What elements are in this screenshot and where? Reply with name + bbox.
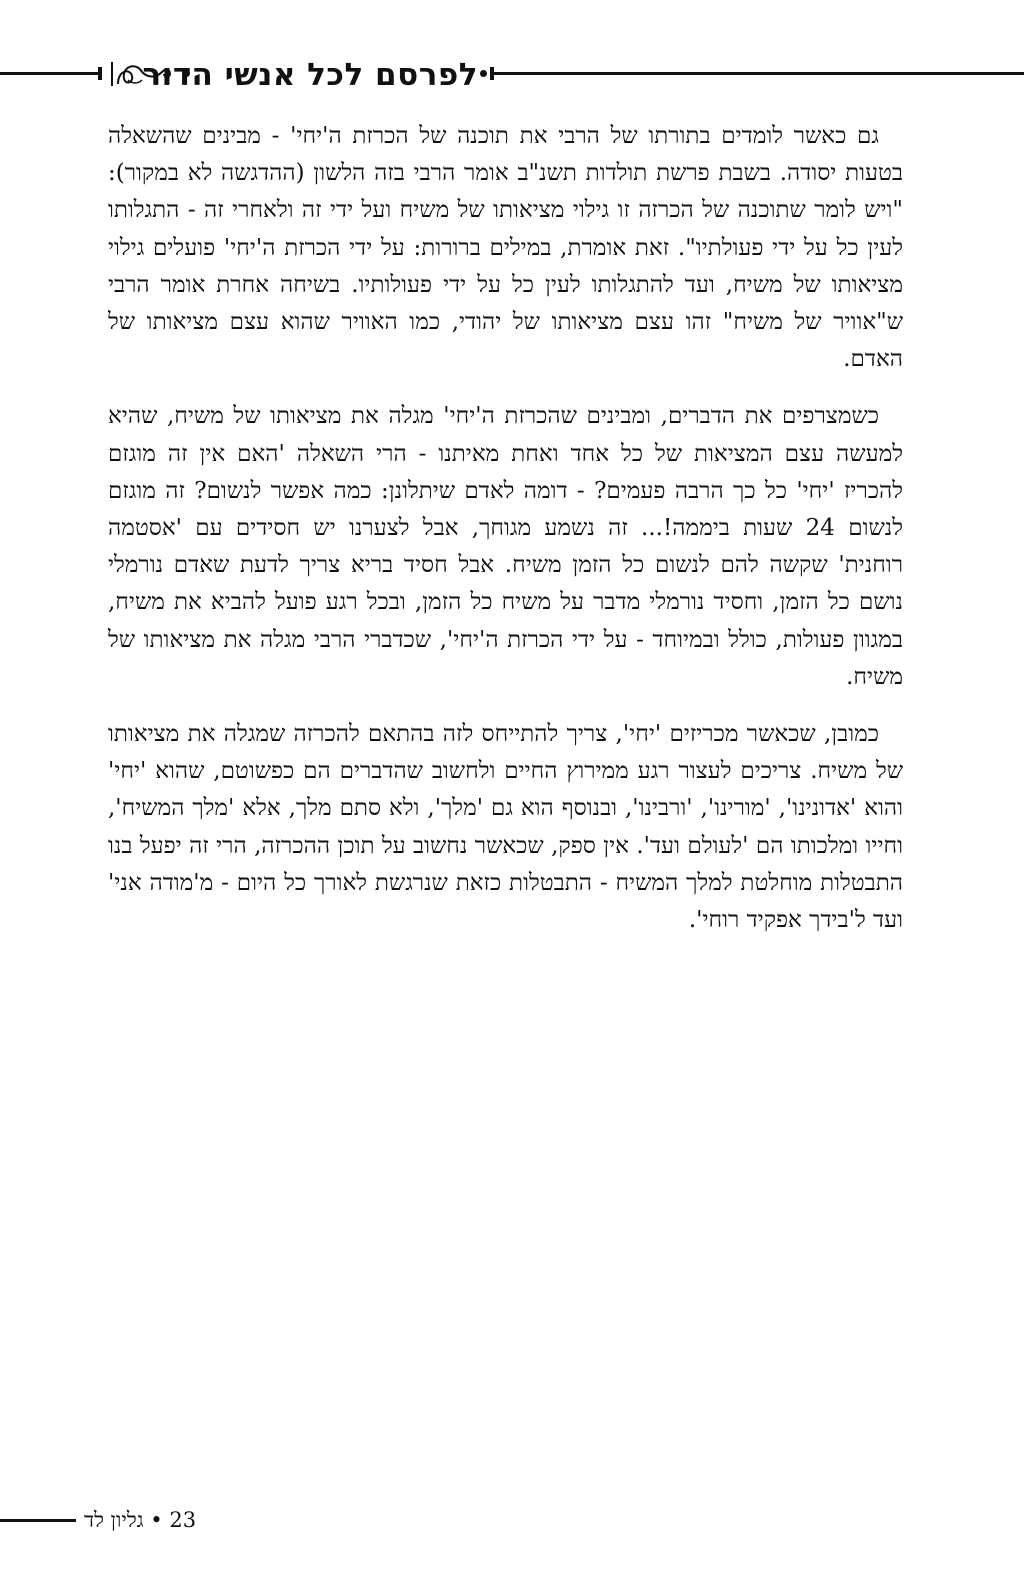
header-rule-right [490,72,1024,75]
header-rule-left [0,72,100,75]
page-title: לפרסם לכל אנשי הדור [142,57,478,93]
footer-label [84,1500,196,1540]
page-header [0,50,1024,100]
article-paragraph: גם כאשר לומדים בתורתו של הרבי את תוכנה של הכרזת ה'יחי' - מבינים שהשאלה בטעות יסודה. בשבת פרשת תולדות תשנ"ב אומר הרבי בזה הלשון (ההדגשה לא במקור): "ויש לומר שתוכנה של הכרזה זו גילוי מציאותו של משיח ועל ידי זה ולאחרי זה - התגלותו לעין כל על ידי פעולתיו". זאת אומרת, במילים ברורות: על ידי הכרזת ה'יחי' פועלים גילוי מציאותו של משיח, ועד להתגלותו לעין כל על ידי פעולותיו. בשיחה אחרת אומר הרבי ש"אוויר של משיח" זהו עצם מציאותו של יהודי, כמו האוויר שהוא עצם מציאותו של האדם. [108,123,903,373]
header-dot-right [480,70,487,77]
footer-separator: • [150,1508,163,1532]
article-paragraph: כשמצרפים את הדברים, ומבינים שהכרזת ה'יחי' מגלה את מציאותו של משיח, שהיא למעשה עצם המציאות של כל אחד ואחת מאיתנו - הרי השאלה 'האם אין זה מוגזם להכריז 'יחי' כל כך הרבה פעמים? - דומה לאדם שיתלונן: כמה אפשר לנשום? זה מוגזם לנשום 24 שעות ביממה!... זה נשמע מגוחך, אבל לצערנו יש חסידים עם 'אסטמה רוחנית' שקשה להם לנשום כל הזמן משיח. אבל חסיד בריא צריך לדעת שאדם נורמלי נושם כל הזמן, וחסיד נורמלי מדבר על משיח כל הזמן, ובכל רגע פועל להביא את משיח, במגוון פעולות, כולל ובמיוחד - על ידי הכרזת ה'יחי', שכדברי הרבי מגלה את מציאותו של משיח. [108,403,903,690]
article-paragraph: כמובן, שכאשר מכריזים 'יחי', צריך להתייחס לזה בהתאם להכרזה שמגלה את מציאותו של משיח. צריכים לעצור רגע ממירוץ החיים ולחשוב שהדברים הם כפשוטם, שהוא 'יחי' והוא 'אדונינו', 'מורינו', 'ורבינו', ובנוסף הוא גם 'מלך', ולא סתם מלך, אלא 'מלך המשיח', וחייו ומלכותו הם 'לעולם ועד'. אין ספק, שכאשר נחשוב על תוכן ההכרזה, הרי זה יפעל בנו התבטלות מוחלטת למלך המשיח - התבטלות כזאת שנרגשת לאורך כל היום - מ'מודה אני' ועד ל'בידך אפקיד רוחי'. [108,721,903,934]
footer-rule [0,1519,76,1522]
page-footer [0,1500,300,1540]
page-number: 23 [169,1508,197,1532]
article-body [108,118,903,959]
footer-issue: גליון לד [84,1508,144,1532]
header-rule-left-end [98,67,102,80]
